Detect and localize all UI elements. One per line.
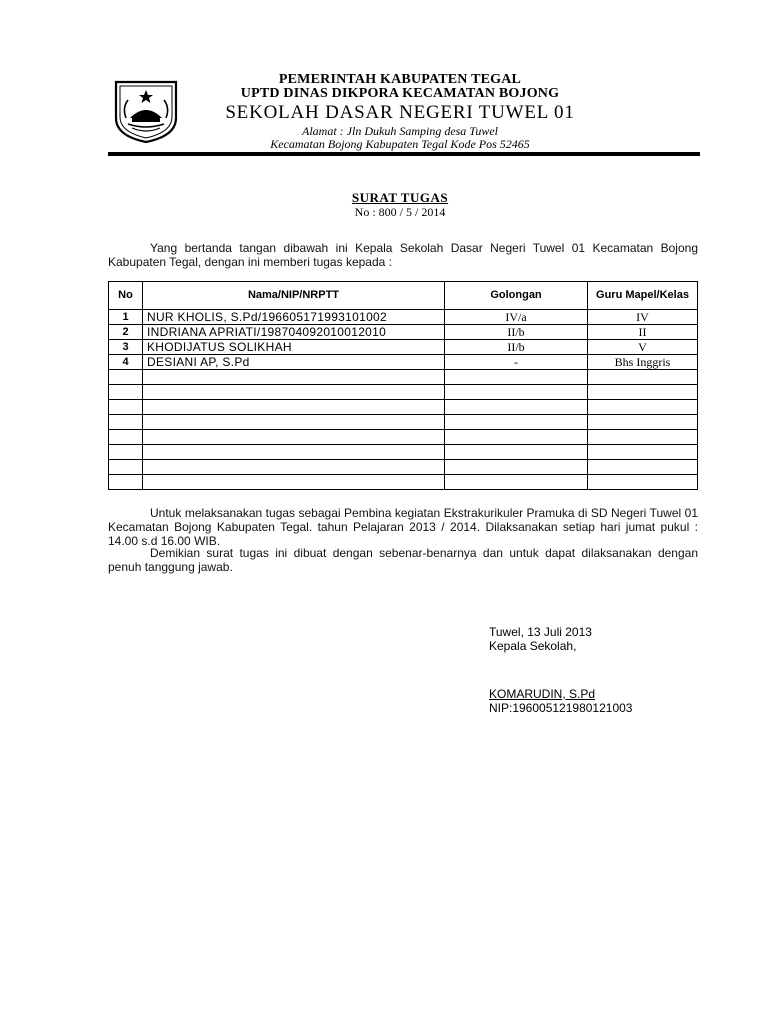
table-row xyxy=(109,460,698,475)
cell-no xyxy=(109,400,143,415)
cell-name: KHODIJATUS SOLIKHAH xyxy=(143,340,445,355)
cell-guru xyxy=(588,475,698,490)
cell-golongan xyxy=(445,460,588,475)
kabupaten-emblem-logo xyxy=(110,78,182,144)
letterhead-address: Alamat : Jln Dukuh Samping desa Tuwel xyxy=(302,124,498,138)
header-golongan: Golongan xyxy=(445,282,588,310)
cell-name xyxy=(143,430,445,445)
cell-guru xyxy=(588,415,698,430)
cell-no: 3 xyxy=(109,340,143,355)
cell-no: 4 xyxy=(109,355,143,370)
header-name: Nama/NIP/NRPTT xyxy=(143,282,445,310)
signature-name: KOMARUDIN, S.Pd xyxy=(489,687,596,701)
cell-name: INDRIANA APRIATI/198704092010012010 xyxy=(143,325,445,340)
cell-golongan xyxy=(445,370,588,385)
signature-place-date: Tuwel, 13 Juli 2013 xyxy=(489,625,592,639)
cell-name xyxy=(143,475,445,490)
cell-golongan xyxy=(445,400,588,415)
cell-golongan xyxy=(445,415,588,430)
cell-guru xyxy=(588,445,698,460)
table-row xyxy=(109,325,698,340)
cell-name xyxy=(143,385,445,400)
table-row xyxy=(109,385,698,400)
cell-name xyxy=(143,400,445,415)
cell-golongan xyxy=(445,475,588,490)
intro-paragraph: Yang bertanda tangan dibawah ini Kepala Sekolah Dasar Negeri Tuwel 01 Kecamatan Bojong Kabupaten Tegal, dengan ini memberi tugas kepada : xyxy=(108,241,698,269)
letter-title: SURAT TUGAS xyxy=(351,190,449,205)
table-row xyxy=(109,400,698,415)
cell-no: 2 xyxy=(109,325,143,340)
cell-no xyxy=(109,460,143,475)
table-row xyxy=(109,340,698,355)
cell-guru xyxy=(588,370,698,385)
cell-no xyxy=(109,475,143,490)
cell-guru xyxy=(588,430,698,445)
header-guru: Guru Mapel/Kelas xyxy=(588,282,698,310)
table-row xyxy=(109,310,698,325)
cell-golongan xyxy=(445,430,588,445)
assignee-table xyxy=(108,281,698,490)
signature-position: Kepala Sekolah, xyxy=(489,639,577,653)
header-no: No xyxy=(109,282,143,310)
cell-name: DESIANI AP, S.Pd xyxy=(143,355,445,370)
body-paragraph: Untuk melaksanakan tugas sebagai Pembina kegiatan Ekstrakurikuler Pramuka di SD Negeri Tuwel 01 Kecamatan Bojong Kabupaten Tegal. tahun Pelajaran 2013 / 2014. Dilaksanakan setiap hari jumat pukul : 14.00 s.d 16.00 WIB. xyxy=(108,506,698,548)
closing-paragraph: Demikian surat tugas ini dibuat dengan sebenar-benarnya dan untuk dapat dilaksanakan dengan penuh tanggung jawab. xyxy=(108,546,698,574)
letter-number: No : 800 / 5 / 2014 xyxy=(354,205,446,219)
letterhead-address-district: Kecamatan Bojong Kabupaten Tegal Kode Pos 52465 xyxy=(270,137,530,151)
cell-name xyxy=(143,460,445,475)
cell-guru: V xyxy=(588,340,698,355)
table-row xyxy=(109,430,698,445)
cell-no xyxy=(109,430,143,445)
cell-golongan xyxy=(445,385,588,400)
cell-golongan: II/b xyxy=(445,325,588,340)
letterhead-department: UPTD DINAS DIKPORA KECAMATAN BOJONG xyxy=(240,86,560,101)
cell-name: NUR KHOLIS, S.Pd/196605171993101002 xyxy=(143,310,445,325)
cell-guru: IV xyxy=(588,310,698,325)
table-header-row xyxy=(109,282,698,310)
cell-guru xyxy=(588,460,698,475)
letterhead-divider xyxy=(108,152,700,156)
table-body xyxy=(109,310,698,490)
table-row xyxy=(109,415,698,430)
table-row xyxy=(109,370,698,385)
cell-name xyxy=(143,370,445,385)
cell-guru: Bhs Inggris xyxy=(588,355,698,370)
cell-no xyxy=(109,445,143,460)
cell-guru xyxy=(588,400,698,415)
cell-no: 1 xyxy=(109,310,143,325)
signature-nip: NIP:196005121980121003 xyxy=(489,701,633,715)
cell-no xyxy=(109,370,143,385)
cell-name xyxy=(143,445,445,460)
cell-golongan: IV/a xyxy=(445,310,588,325)
table-row xyxy=(109,445,698,460)
letterhead-government: PEMERINTAH KABUPATEN TEGAL xyxy=(278,72,522,87)
cell-guru: II xyxy=(588,325,698,340)
table-row xyxy=(109,355,698,370)
cell-no xyxy=(109,415,143,430)
cell-golongan xyxy=(445,445,588,460)
cell-golongan: II/b xyxy=(445,340,588,355)
letterhead-school-name: SEKOLAH DASAR NEGERI TUWEL 01 xyxy=(225,102,575,123)
cell-no xyxy=(109,385,143,400)
table-row xyxy=(109,475,698,490)
cell-golongan: - xyxy=(445,355,588,370)
cell-name xyxy=(143,415,445,430)
cell-guru xyxy=(588,385,698,400)
